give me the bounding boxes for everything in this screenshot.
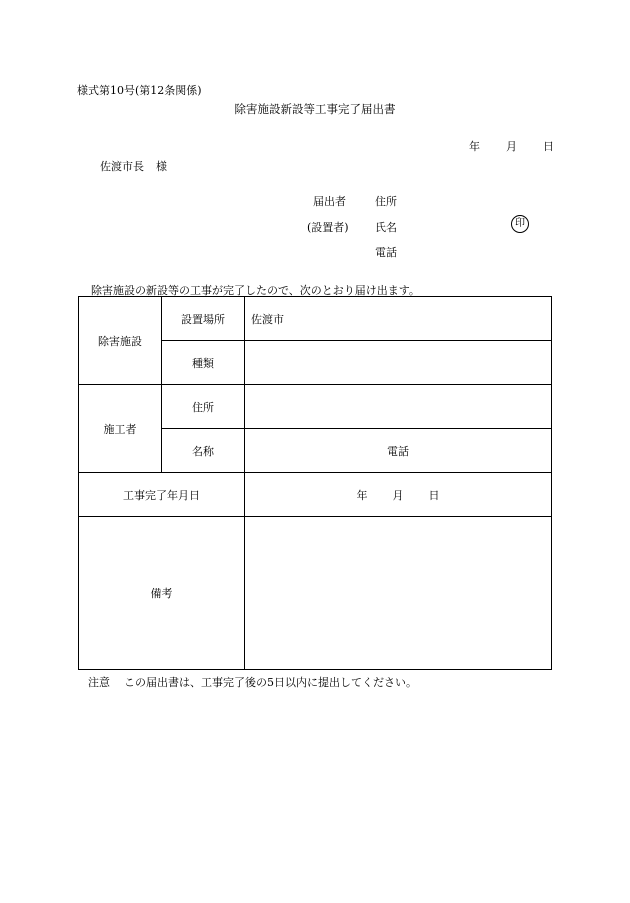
completion-day-label: 日 [428,488,440,502]
applicant-label: 届出者 [313,195,346,208]
completion-date-value[interactable] [245,473,552,517]
remarks-value[interactable] [245,517,552,670]
type-value[interactable] [245,341,552,385]
applicant-phone-label: 電話 [375,246,397,259]
contractor-label: 施工者 [79,385,162,473]
type-label: 種類 [162,341,245,385]
table-row [79,297,552,341]
form-title: 除害施設新設等工事完了届出書 [234,102,396,116]
applicant-sublabel: (設置者) [307,221,349,234]
contractor-address-value[interactable] [245,385,552,429]
date-day-label: 日 [543,140,554,153]
contractor-name-label: 名称 [162,429,245,473]
intro-text: 除害施設の新設等の工事が完了したので、次のとおり届け出ます。 [91,284,420,297]
completion-year-label: 年 [356,488,368,502]
table-row [79,385,552,429]
addressee [100,158,167,174]
facility-label: 除害施設 [79,297,162,385]
applicant-name-label: 氏名 [375,221,397,234]
applicant-address-label: 住所 [375,195,397,208]
location-value[interactable]: 佐渡市 [245,297,552,341]
completion-month-label: 月 [392,488,404,502]
addressee-honorific: 様 [156,160,167,173]
note-text: この届出書は、工事完了後の5日以内に提出してください。 [124,676,417,689]
table-row [79,517,552,670]
contractor-phone-label[interactable]: 電話 [245,429,552,473]
submission-date [469,138,554,154]
footer-note [88,674,417,690]
addressee-name: 佐渡市長 [100,160,144,173]
seal-mark-icon: 印 [511,215,529,233]
completion-form-table [78,296,552,670]
completion-date-label: 工事完了年月日 [79,473,245,517]
date-year-label: 年 [469,140,480,153]
remarks-label: 備考 [79,517,245,670]
form-number: 様式第10号(第12条関係) [77,84,202,97]
date-month-label: 月 [506,140,517,153]
note-label: 注意 [88,676,110,689]
location-label: 設置場所 [162,297,245,341]
table-row [79,473,552,517]
contractor-address-label: 住所 [162,385,245,429]
